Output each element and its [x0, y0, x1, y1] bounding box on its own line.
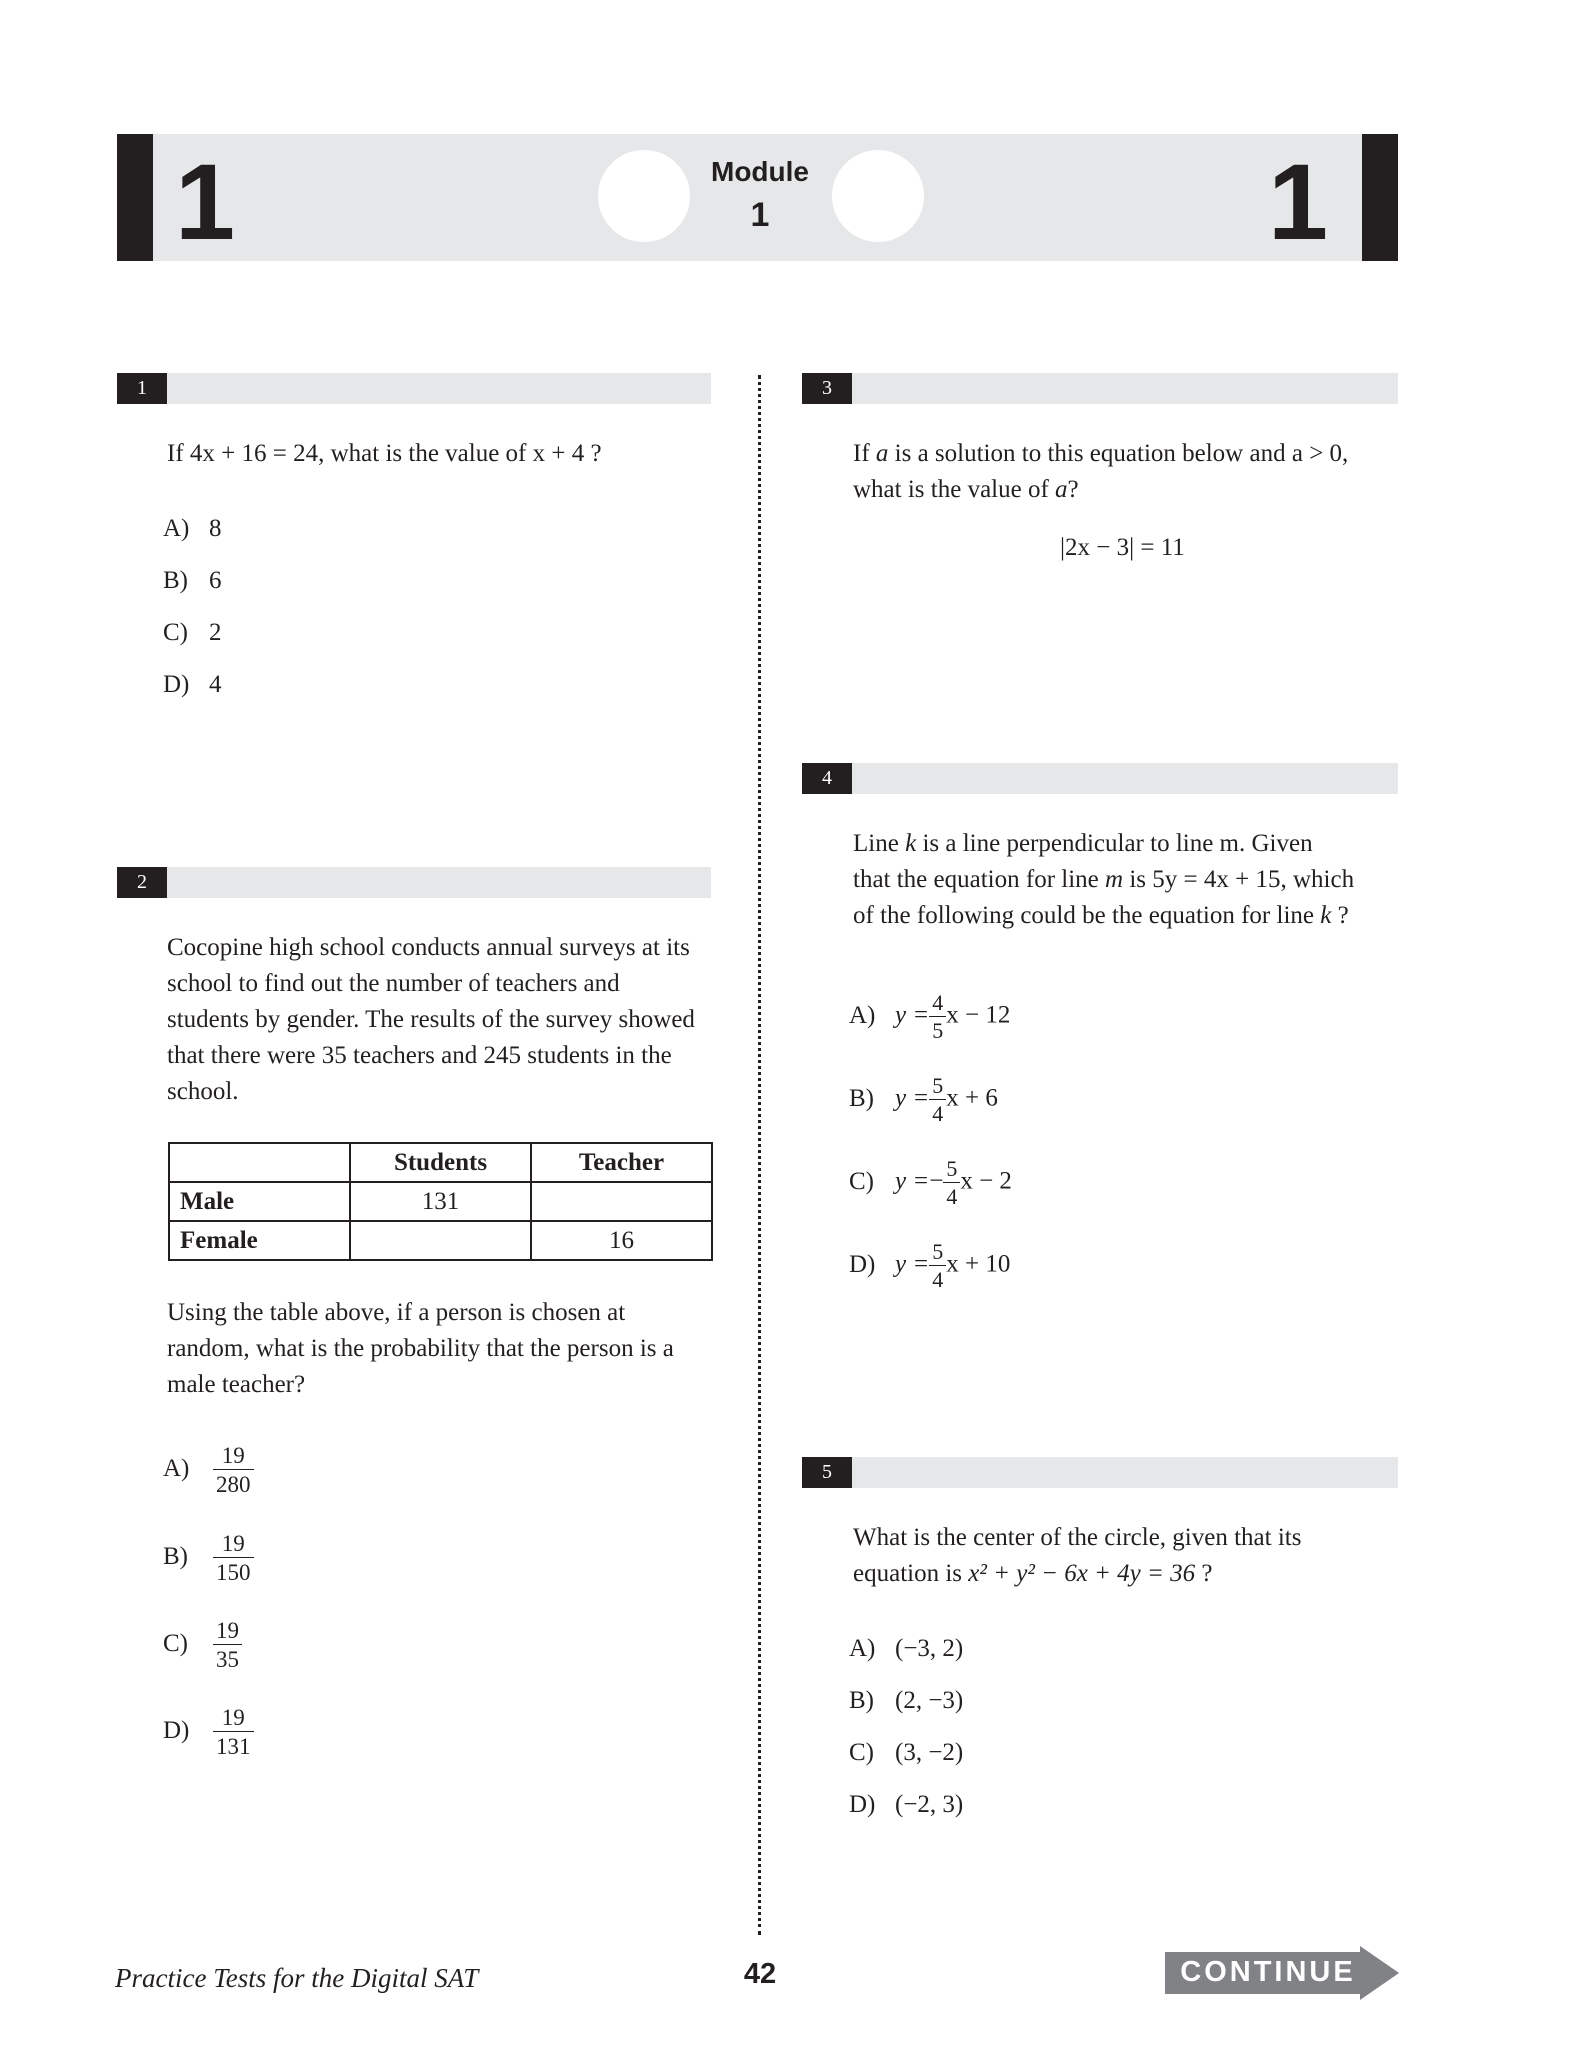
question-5-number: 5	[802, 1457, 852, 1488]
choice-text: (−3, 2)	[895, 1635, 964, 1662]
choice-text: (2, −3)	[895, 1687, 964, 1714]
question-2-intro: Cocopine high school conducts annual surveys at its school to find out the number of teachers and students by gender. The results of the survey showed that there were 35 teachers and 245 students in the school.	[167, 934, 695, 1105]
q1-prompt-prefix: If	[167, 440, 184, 467]
banner-circle-left	[598, 150, 690, 242]
q2-choice-a[interactable]	[163, 1444, 254, 1496]
choice-label: B)	[163, 1542, 188, 1570]
q2-choice-d[interactable]	[163, 1706, 254, 1758]
q4-choice-a[interactable]	[849, 992, 1010, 1042]
q3-text: If	[853, 440, 870, 467]
q1-choice-a[interactable]	[163, 514, 222, 544]
choice-label: C)	[163, 1629, 188, 1657]
q1-choice-d[interactable]	[163, 670, 222, 700]
male-teacher	[531, 1182, 712, 1221]
question-3-header-bar	[802, 373, 1398, 404]
module-label: Module	[711, 156, 809, 187]
q5-text: equation is	[853, 1560, 963, 1587]
numerator: 5	[929, 1075, 946, 1100]
denominator: 4	[946, 1184, 958, 1209]
question-5-line1: What is the center of the circle, given that its	[853, 1524, 1302, 1551]
question-4-line2	[853, 862, 1354, 898]
q4-var-k: k	[905, 830, 917, 857]
choice-label: A)	[163, 1454, 190, 1482]
q4-choice-d[interactable]	[849, 1241, 1010, 1291]
row-label-male: Male	[169, 1182, 350, 1221]
q5-choice-c[interactable]	[849, 1738, 963, 1768]
q1-equation: 4x + 16 = 24	[189, 440, 319, 467]
question-3-prompt-line1	[853, 436, 1348, 472]
question-3-equation: |2x − 3| = 11	[1060, 534, 1185, 561]
denominator: 35	[216, 1647, 239, 1672]
q4-choice-c[interactable]	[849, 1158, 1012, 1208]
choice-text: 8	[209, 515, 222, 542]
q2-choice-b[interactable]	[163, 1532, 254, 1584]
question-4-line1	[853, 826, 1313, 862]
choice-fraction	[943, 1158, 960, 1208]
question-1-header-bar	[117, 373, 711, 404]
choice-fraction	[213, 1444, 254, 1496]
numerator: 19	[213, 1619, 242, 1645]
question-2-header-bar	[117, 867, 711, 898]
denominator: 280	[216, 1472, 251, 1497]
q2-choice-c[interactable]	[163, 1619, 242, 1671]
choice-text: (3, −2)	[895, 1739, 964, 1766]
question-4-header-bar	[802, 763, 1398, 794]
q4-choice-b[interactable]	[849, 1075, 998, 1125]
choice-fraction	[929, 1075, 946, 1125]
q3-text: ,	[1342, 440, 1349, 467]
continue-label: CONTINUE	[1180, 1956, 1356, 1988]
table-row	[169, 1182, 712, 1221]
question-1-prompt	[167, 436, 602, 472]
choice-lhs: y =	[895, 1001, 930, 1029]
choice-label: A)	[849, 1635, 876, 1662]
question-4-number: 4	[802, 763, 852, 794]
q1-target: x + 4	[532, 440, 585, 467]
choice-lhs: y =	[895, 1167, 930, 1195]
q4-var-m: m	[1105, 866, 1124, 893]
q3-text: what is the value of	[853, 476, 1049, 503]
row-label-female: Female	[169, 1221, 350, 1260]
q3-text: ?	[1067, 476, 1079, 503]
choice-label: C)	[849, 1739, 874, 1766]
q1-choice-b[interactable]	[163, 566, 222, 596]
choice-label: D)	[163, 1716, 190, 1744]
choice-label: B)	[849, 1084, 874, 1112]
question-3-number: 3	[802, 373, 852, 404]
choice-fraction	[213, 1706, 254, 1758]
female-students	[350, 1221, 531, 1260]
banner-circle-right	[832, 150, 924, 242]
question-4-line3	[853, 898, 1349, 934]
q4-text: of the following could be the equation for line	[853, 902, 1314, 929]
q5-choice-d[interactable]	[849, 1790, 963, 1820]
choice-label: A)	[849, 1001, 876, 1029]
q3-var: a	[1055, 476, 1068, 503]
question-2-number: 2	[117, 867, 167, 898]
choice-label: D)	[849, 1791, 876, 1818]
q3-text: is a solution to this equation below and	[894, 440, 1286, 467]
q5-choice-b[interactable]	[849, 1686, 963, 1716]
book-title: Practice Tests for the Digital SAT	[115, 1963, 479, 1993]
denominator: 5	[932, 1018, 944, 1043]
q4-text: Line	[853, 830, 899, 857]
q4-text: is a line perpendicular to line m. Given	[922, 830, 1313, 857]
choice-lhs: y =	[895, 1250, 930, 1278]
q3-var: a	[875, 440, 889, 467]
table-header-teacher: Teacher	[531, 1143, 712, 1182]
section-number-left: 1	[175, 141, 236, 262]
module-number: 1	[750, 196, 770, 234]
female-teacher: 16	[531, 1221, 712, 1260]
choice-text: 6	[209, 567, 222, 594]
choice-label: B)	[849, 1687, 874, 1714]
numerator: 19	[213, 1444, 254, 1470]
numerator: 19	[213, 1706, 254, 1732]
q4-text: which	[1292, 866, 1355, 893]
question-5-line2	[853, 1556, 1212, 1592]
denominator: 150	[216, 1560, 251, 1585]
choice-rest: x + 6	[946, 1084, 998, 1112]
choice-fraction	[213, 1619, 242, 1671]
q1-prompt-mid: , what is the value of	[318, 440, 527, 467]
banner-right-bar	[1362, 134, 1398, 261]
denominator: 131	[216, 1734, 251, 1759]
q4-text: is	[1129, 866, 1147, 893]
question-2-question: Using the table above, if a person is chosen at random, what is the probability that the person is a male teacher?	[167, 1299, 674, 1398]
table-row	[169, 1221, 712, 1260]
choice-sign: −	[929, 1167, 944, 1195]
table-corner	[169, 1143, 350, 1182]
banner-left-bar	[117, 134, 153, 261]
q1-choice-c[interactable]	[163, 618, 222, 648]
numerator: 4	[929, 992, 946, 1017]
q4-equation: 5y = 4x + 15,	[1152, 866, 1287, 893]
numerator: 19	[213, 1532, 254, 1558]
denominator: 4	[932, 1101, 944, 1126]
q5-text: ?	[1201, 1560, 1213, 1587]
denominator: 4	[932, 1267, 944, 1292]
choice-fraction	[929, 992, 946, 1042]
choice-text: (−2, 3)	[895, 1791, 964, 1818]
choice-label: D)	[849, 1250, 876, 1278]
choice-label: D)	[163, 671, 190, 698]
choice-rest: x + 10	[946, 1250, 1011, 1278]
choice-fraction	[929, 1241, 946, 1291]
column-divider	[758, 375, 761, 1935]
choice-label: A)	[163, 515, 190, 542]
choice-label: C)	[849, 1167, 874, 1195]
continue-button[interactable]	[1165, 1946, 1399, 2000]
choice-fraction	[213, 1532, 254, 1584]
question-5-header-bar	[802, 1457, 1398, 1488]
question-3-prompt-line2	[853, 472, 1079, 508]
male-students: 131	[350, 1182, 531, 1221]
q5-equation: x² + y² − 6x + 4y = 36	[968, 1560, 1196, 1587]
survey-table	[168, 1142, 713, 1261]
section-number-right: 1	[1268, 141, 1329, 262]
q4-text: ?	[1337, 902, 1349, 929]
choice-rest: x − 2	[960, 1167, 1012, 1195]
q1-prompt-end: ?	[590, 440, 602, 467]
choice-label: C)	[163, 619, 188, 646]
numerator: 5	[929, 1241, 946, 1266]
choice-text: 4	[209, 671, 222, 698]
choice-label: B)	[163, 567, 188, 594]
question-1-number: 1	[117, 373, 167, 404]
table-header-students: Students	[350, 1143, 531, 1182]
choice-rest: x − 12	[946, 1001, 1011, 1029]
choice-lhs: y =	[895, 1084, 930, 1112]
q5-choice-a[interactable]	[849, 1634, 963, 1664]
q4-var-k: k	[1320, 902, 1332, 929]
numerator: 5	[943, 1158, 960, 1183]
choice-text: 2	[209, 619, 222, 646]
q3-condition: a > 0	[1291, 440, 1343, 467]
page-number: 42	[743, 1958, 777, 1990]
q4-text: that the equation for line	[853, 866, 1099, 893]
